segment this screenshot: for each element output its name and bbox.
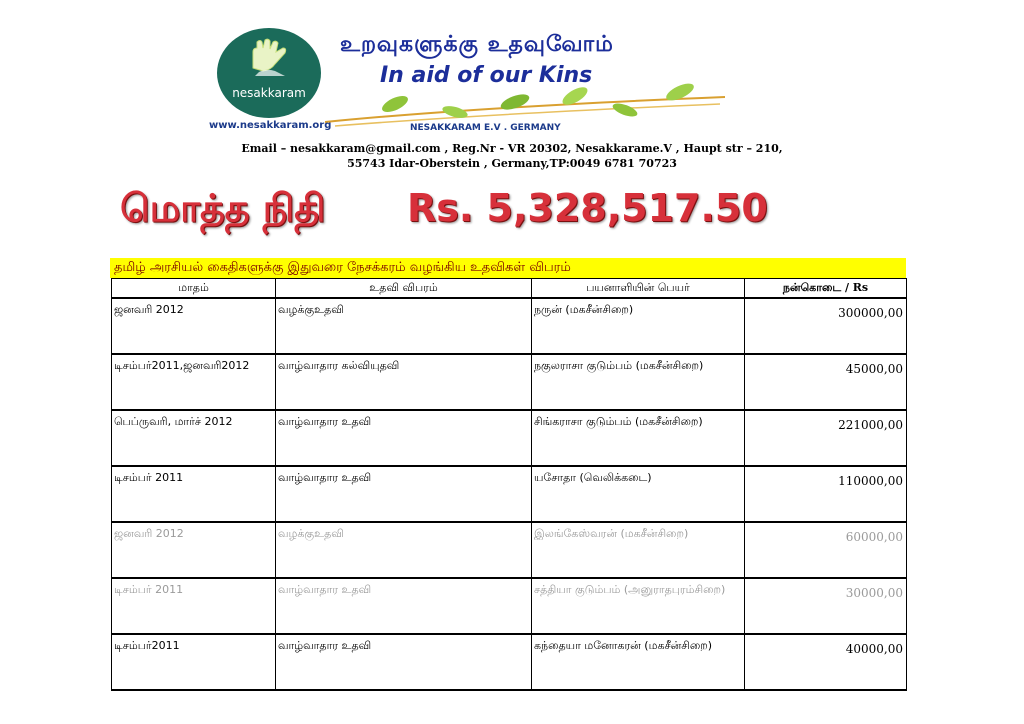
row-month: ஜனவரி 2012 [112,522,276,578]
row-aid: வாழ்வாதார உதவி [276,410,532,466]
nesakkaram-logo [205,22,725,134]
aid-table [111,278,907,691]
row-aid: வழக்குஉதவி [276,522,532,578]
row-amount: 221000,00 [745,410,907,466]
header-aid: உதவி விபரம் [276,279,532,299]
total-label: மொத்த நிதி [120,186,326,230]
table-row [112,354,907,410]
table-row [112,410,907,466]
row-name: நருன் (மகசீன்சிறை) [532,298,745,354]
website-link: www.nesakkaram.org [209,120,332,131]
row-amount: 45000,00 [745,354,907,410]
header-amount: நன்கொடை / Rs [745,279,907,299]
table-banner: தமிழ் அரசியல் கைதிகளுக்கு இதுவரை நேசக்கரம் வழங்கிய உதவிகள் விபரம் [110,258,906,278]
tamil-title: உறவுகளுக்கு உதவுவோம் [340,32,614,57]
row-name: சிங்கராசா குடும்பம் (மகசீன்சிறை) [532,410,745,466]
logo-caption: nesakkaram [232,86,306,100]
row-amount: 30000,00 [745,578,907,634]
row-name: இலங்கேஸ்வரன் (மகசீன்சிறை) [532,522,745,578]
header-month: மாதம் [112,279,276,299]
hand-icon [245,38,293,78]
org-name: NESAKKARAM E.V . GERMANY [410,123,561,133]
row-amount: 300000,00 [745,298,907,354]
row-aid: வாழ்வாதார உதவி [276,578,532,634]
row-name: சத்தியா குடும்பம் (அனுராதபுரம்சிறை) [532,578,745,634]
row-month: டிசம்பர்2011 [112,634,276,690]
row-name: நகுலராசா குடும்பம் (மகசீன்சிறை) [532,354,745,410]
row-aid: வாழ்வாதார உதவி [276,466,532,522]
header-name: பயனாளியின் பெயர் [532,279,745,299]
table-row [112,522,907,578]
row-amount: 60000,00 [745,522,907,578]
row-aid: வாழ்வாதார உதவி [276,634,532,690]
table-header-row [112,279,907,299]
row-month: பெப்ருவரி, மார்ச் 2012 [112,410,276,466]
row-month: ஜனவரி 2012 [112,298,276,354]
row-month: டிசம்பர்2011,ஜனவரி2012 [112,354,276,410]
table-row [112,466,907,522]
table-row [112,298,907,354]
total-value: Rs. 5,328,517.50 [407,186,768,230]
table-row [112,634,907,690]
row-aid: வழக்குஉதவி [276,298,532,354]
contact-line-1: Email – nesakkaram@gmail.com , Reg.Nr - VR 20302, Nesakkarame.V , Haupt str – 210, [241,142,783,155]
row-amount: 40000,00 [745,634,907,690]
row-month: டிசம்பர் 2011 [112,578,276,634]
table-row [112,578,907,634]
row-month: டிசம்பர் 2011 [112,466,276,522]
contact-line-2: 55743 Idar-Oberstein , Germany,TP:0049 6781 70723 [347,157,677,170]
row-amount: 110000,00 [745,466,907,522]
row-name: யசோதா (வெலிக்கடை) [532,466,745,522]
row-aid: வாழ்வாதார கல்வியுதவி [276,354,532,410]
english-title: In aid of our Kins [380,63,593,88]
row-name: கந்தையா மனோகரன் (மகசீன்சிறை) [532,634,745,690]
